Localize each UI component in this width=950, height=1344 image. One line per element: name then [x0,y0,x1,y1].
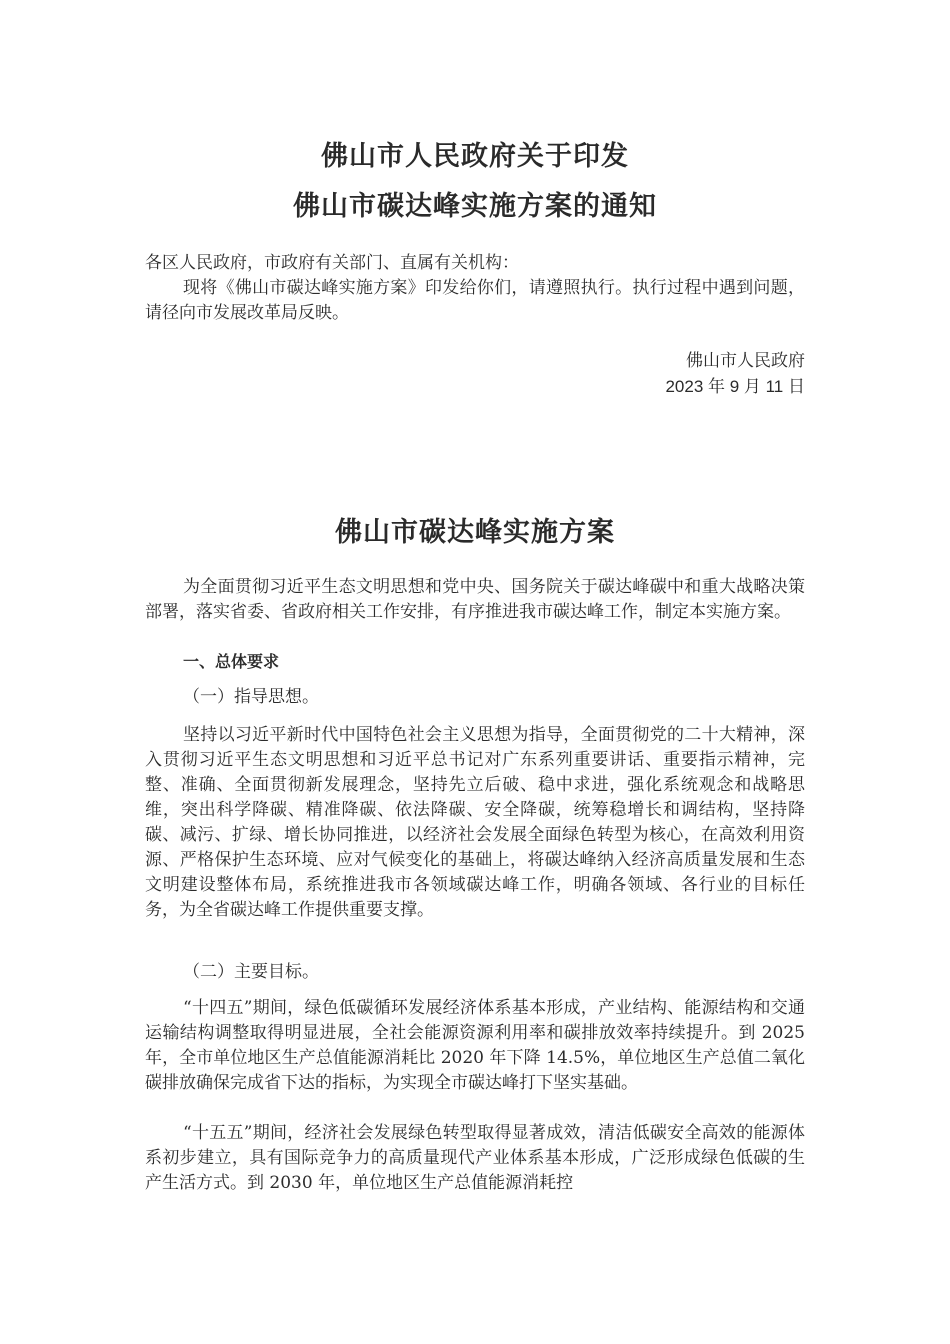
signature-date: 2023 年 9 月 11 日 [665,377,805,396]
main-goals-paragraph-14th: “十四五”期间，绿色低碳循环发展经济体系基本形成，产业结构、能源结构和交通运输结构调整取得明显进展，全社会能源资源利用率和碳排放效率持续提升。到 2025 年，全市单位地区生产总值能源消耗比 2020 年下降 14.5%，单位地区生产总值二氧化碳排放确保完成省下达的指标，为实现全市碳达峰打下坚实基础。 [145,998,805,1093]
main-goals-paragraph-15th: “十五五”期间，经济社会发展绿色转型取得显著成效，清洁低碳安全高效的能源体系初步建立，具有国际竞争力的高质量现代产业体系基本形成，广泛形成绿色低碳的生产生活方式。到 2030 年，单位地区生产总值能源消耗控 [145,1123,805,1193]
guiding-ideology-paragraph: 坚持以习近平新时代中国特色社会主义思想为指导，全面贯彻党的二十大精神，深入贯彻习近平生态文明思想和习近平总书记对广东系列重要讲话、重要指示精神，完整、准确、全面贯彻新发展理念，坚持先立后破、稳中求进，强化系统观念和战略思维，突出科学降碳、精准降碳、依法降碳、安全降碳，统筹稳增长和调结构，坚持降碳、减污、扩绿、增长协同推进，以经济社会发展全面绿色转型为核心，在高效利用资源、严格保护生态环境、应对气候变化的基础上，将碳达峰纳入经济高质量发展和生态文明建设整体布局，系统推进我市各领域碳达峰工作，明确各领域、各行业的目标任务，为全省碳达峰工作提供重要支撑。 [145,725,805,920]
notice-title-line1: 佛山市人民政府关于印发 [321,141,629,172]
subsection-heading-guiding-ideology: （一）指导思想。 [183,687,319,707]
notice-body: 现将《佛山市碳达峰实施方案》印发给你们，请遵照执行。执行过程中遇到问题，请径向市发展改革局反映。 [145,278,805,323]
section-heading-general-requirements: 一、总体要求 [183,652,280,671]
subsection-heading-main-goals: （二）主要目标。 [183,962,319,982]
plan-title: 佛山市碳达峰实施方案 [335,517,615,548]
signature-organization: 佛山市人民政府 [686,351,805,371]
plan-intro-paragraph: 为全面贯彻习近平生态文明思想和党中央、国务院关于碳达峰碳中和重大战略决策部署，落实省委、省政府相关工作安排，有序推进我市碳达峰工作，制定本实施方案。 [145,577,805,622]
notice-title-line2: 佛山市碳达峰实施方案的通知 [293,191,657,222]
notice-addressee: 各区人民政府，市政府有关部门、直属有关机构： [145,253,519,273]
